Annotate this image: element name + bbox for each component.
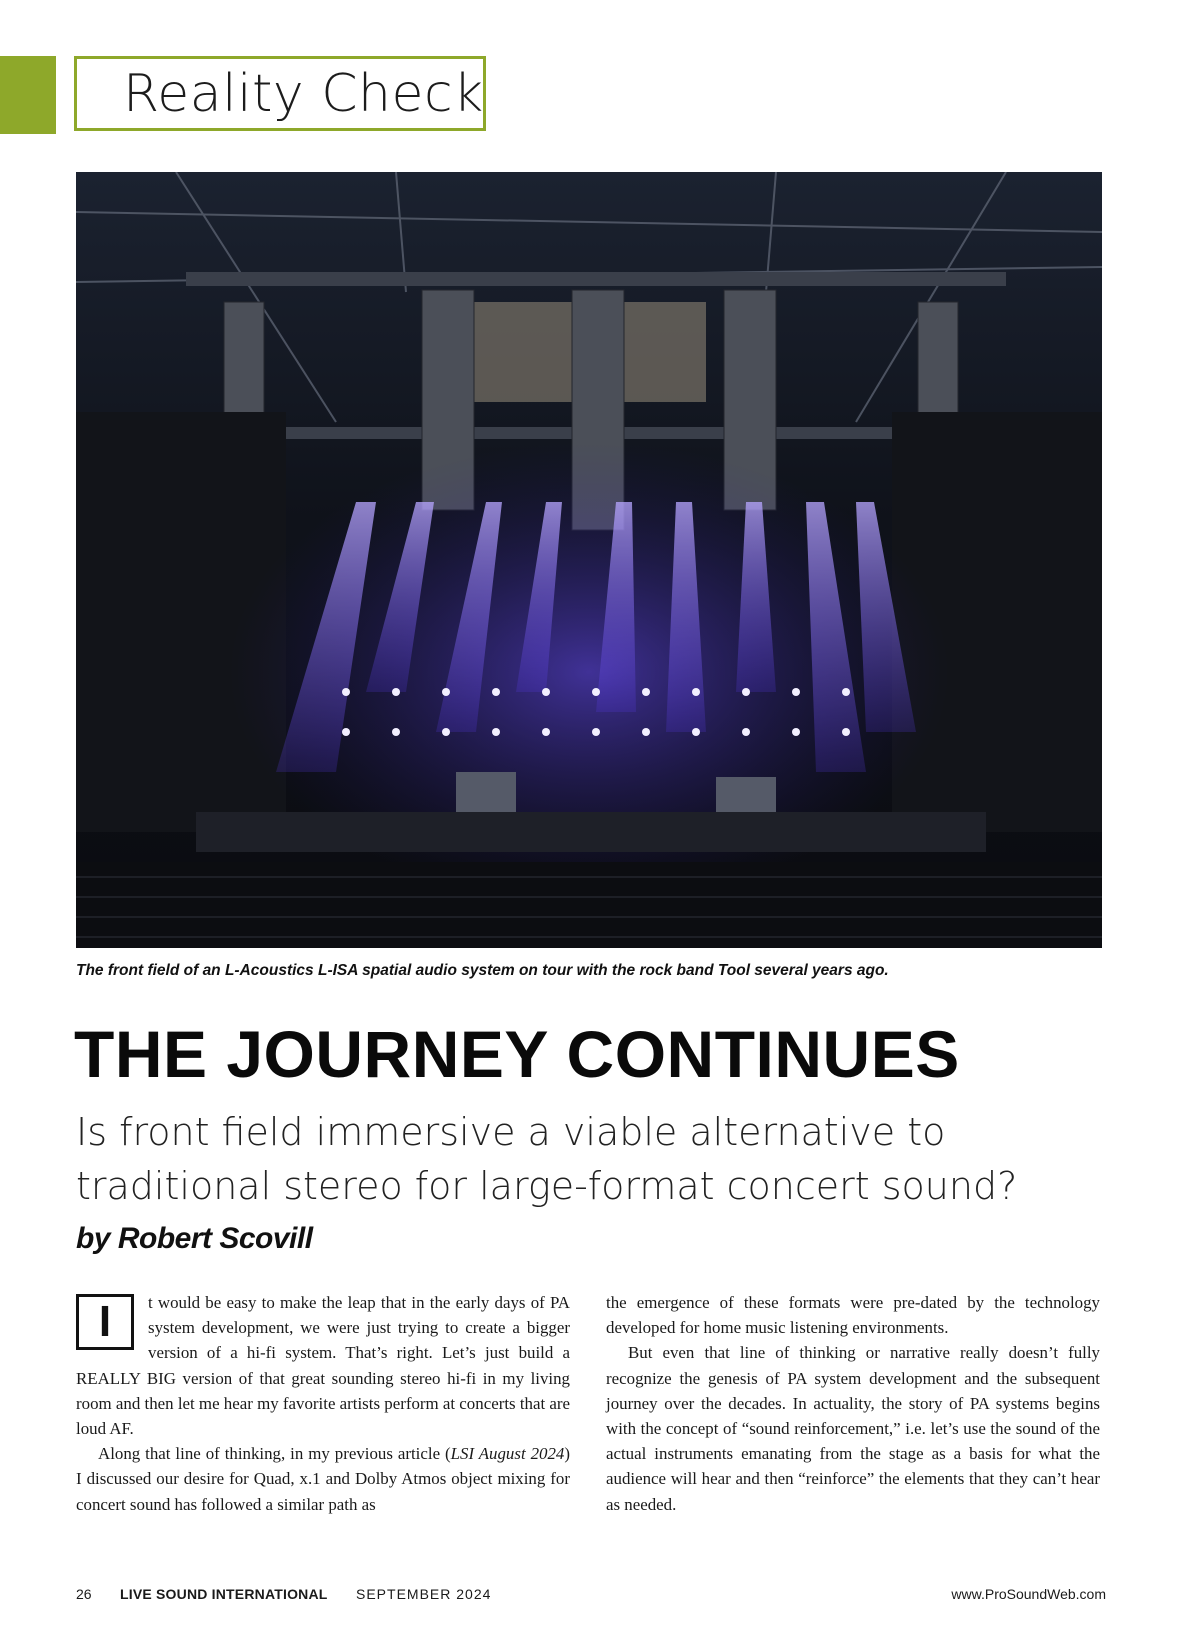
section-label: Reality Check — [123, 64, 484, 124]
section-accent-bar — [0, 56, 56, 134]
publication-name: LIVE SOUND INTERNATIONAL — [120, 1586, 328, 1602]
concert-stage-photo — [76, 172, 1102, 948]
paragraph-2-italic: LSI August 2024 — [450, 1444, 565, 1464]
paragraph-2 — [76, 1441, 570, 1517]
section-label-box — [74, 56, 486, 131]
article-headline: THE JOURNEY CONTINUES — [74, 1017, 960, 1091]
article-column-right — [606, 1290, 1100, 1517]
article-byline: by Robert Scovill — [76, 1222, 313, 1255]
paragraph-3: the emergence of these formats were pre-dated by the technology developed for home music listening environments. — [606, 1293, 1100, 1338]
article-column-left — [76, 1290, 570, 1517]
paragraph-1 — [76, 1290, 570, 1441]
photo-caption: The front field of an L-Acoustics L-ISA spatial audio system on tour with the rock band Tool several years ago. — [76, 962, 889, 979]
paragraph-4: But even that line of thinking or narrative really doesn’t fully recognize the genesis of PA system development and the subsequent journey over the decades. In actuality, the story of PA systems begins with the concept of “sound reinforcement,” i.e. let’s use the sound of the actual instruments emanating from the stage as a basis for what the audience will hear and then “reinforce” the elements that they can’t hear as needed. — [606, 1343, 1100, 1514]
article-subhead: Is front field immersive a viable alternative to traditional stereo for large-format concert sound? — [76, 1110, 1018, 1208]
page-footer — [76, 1586, 1106, 1606]
page-number: 26 — [76, 1586, 92, 1602]
issue-date: SEPTEMBER 2024 — [356, 1586, 492, 1602]
website-url[interactable]: www.ProSoundWeb.com — [951, 1586, 1106, 1602]
paragraph-2-lead: Along that line of thinking, in my previous article ( — [98, 1444, 451, 1464]
concert-stage-illustration — [76, 172, 1102, 948]
dropcap-letter: I — [98, 1297, 112, 1346]
dropcap — [76, 1294, 134, 1350]
paragraph-1-text: t would be easy to make the leap that in the early days of PA system development, we were just trying to create a bigger version of a hi-fi system. That’s right. Let’s just build a REALLY BIG version of that great sounding stereo hi-fi in my living room and then let me hear my favorite artists perform at concerts that are loud AF. — [76, 1293, 570, 1439]
paragraph-2-rest: ) I discussed our desire for Quad, x.1 and Dolby Atmos object mixing for concert sound has followed a similar path as — [76, 1444, 570, 1514]
